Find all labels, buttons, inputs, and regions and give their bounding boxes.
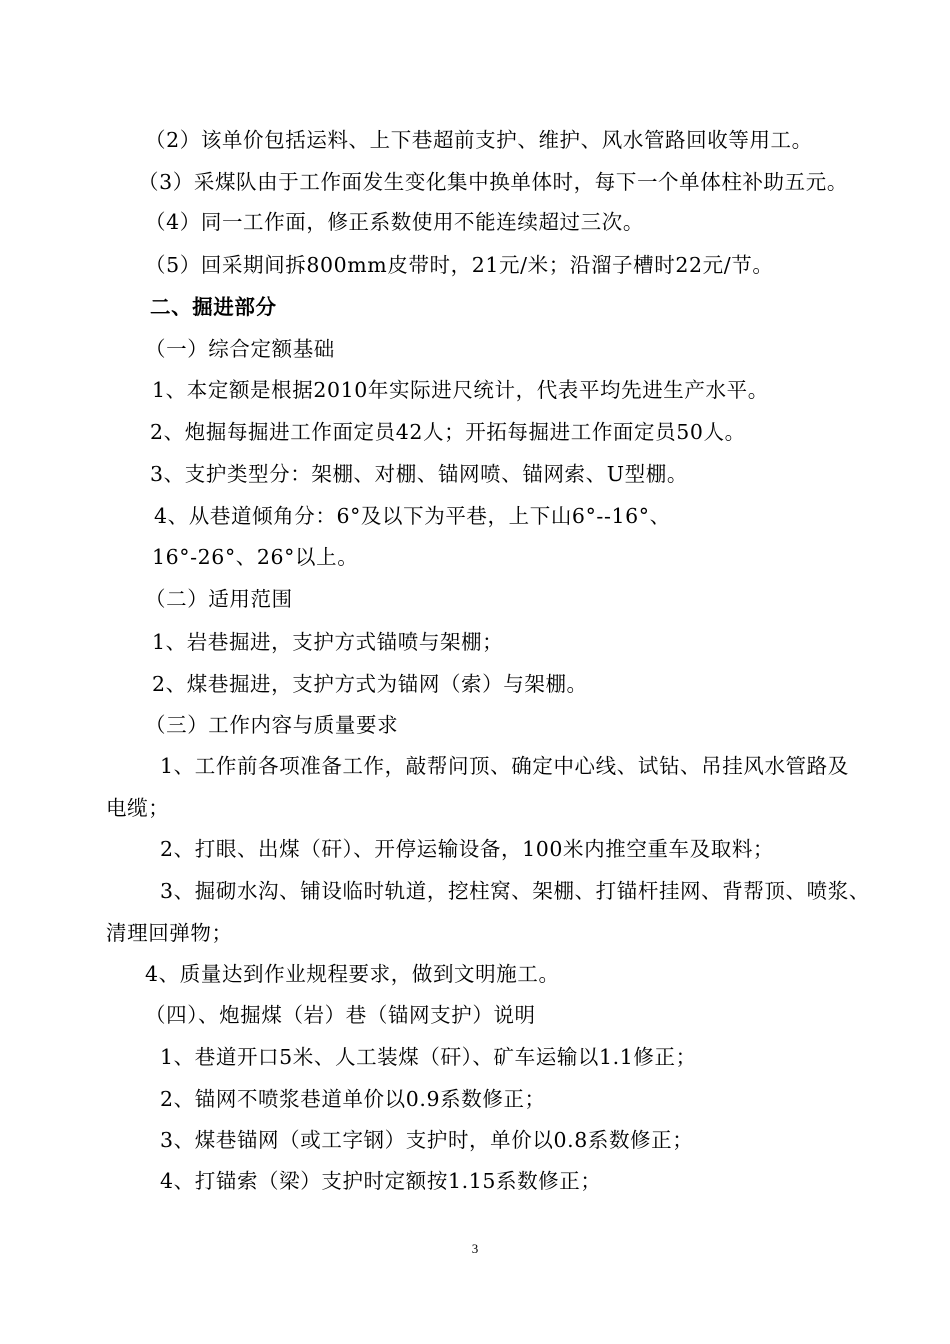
text-line: （5）回采期间拆800mm皮带时，21元/米；沿溜子槽时22元/节。 [145, 253, 774, 277]
text-line: （4）同一工作面，修正系数使用不能连续超过三次。 [145, 210, 644, 234]
subsection-heading: （一）综合定额基础 [145, 337, 335, 361]
subsection-heading: （三）工作内容与质量要求 [145, 713, 399, 737]
text-line: （3）采煤队由于工作面发生变化集中换单体时，每下一个单体柱补助五元。 [138, 170, 848, 194]
subsection-heading: （二）适用范围 [145, 587, 293, 611]
text-line: 3、支护类型分：架棚、对棚、锚网喷、锚网索、U型棚。 [150, 462, 688, 486]
text-line: 4、质量达到作业规程要求，做到文明施工。 [145, 962, 560, 986]
text-line: 1、岩巷掘进，支护方式锚喷与架棚； [152, 630, 504, 654]
text-line: 电缆； [106, 796, 170, 820]
text-line: 2、锚网不喷浆巷道单价以0.9系数修正； [160, 1087, 546, 1111]
text-line: 3、掘砌水沟、铺设临时轨道，挖柱窝、架棚、打锚杆挂网、背帮顶、喷浆、 [160, 879, 870, 903]
section-heading: 二、掘进部分 [150, 295, 277, 319]
text-line: 4、从巷道倾角分：6°及以下为平巷，上下山6°--16°、 [154, 504, 671, 528]
text-line: （2）该单价包括运料、上下巷超前支护、维护、风水管路回收等用工。 [145, 128, 813, 152]
text-line: 3、煤巷锚网（或工字钢）支护时，单价以0.8系数修正； [160, 1128, 694, 1152]
subsection-heading: （四）、炮掘煤（岩）巷（锚网支护）说明 [145, 1003, 536, 1027]
text-line: 2、煤巷掘进，支护方式为锚网（索）与架棚。 [152, 672, 588, 696]
text-line: 1、本定额是根据2010年实际进尺统计，代表平均先进生产水平。 [152, 378, 769, 402]
text-line: 4、打锚索（梁）支护时定额按1.15系数修正； [160, 1169, 602, 1193]
page-number: 3 [471, 1241, 479, 1256]
text-line: 2、打眼、出煤（矸）、开停运输设备，100米内推空重车及取料； [160, 837, 775, 861]
text-line: 16°-26°、26°以上。 [152, 545, 359, 569]
text-line: 1、工作前各项准备工作，敲帮问顶、确定中心线、试钻、吊挂风水管路及 [160, 754, 849, 778]
text-line: 2、炮掘每掘进工作面定员42人；开拓每掘进工作面定员50人。 [150, 420, 746, 444]
text-line: 清理回弹物； [106, 921, 233, 945]
text-line: 1、巷道开口5米、人工装煤（矸）、矿车运输以1.1修正； [160, 1045, 697, 1069]
